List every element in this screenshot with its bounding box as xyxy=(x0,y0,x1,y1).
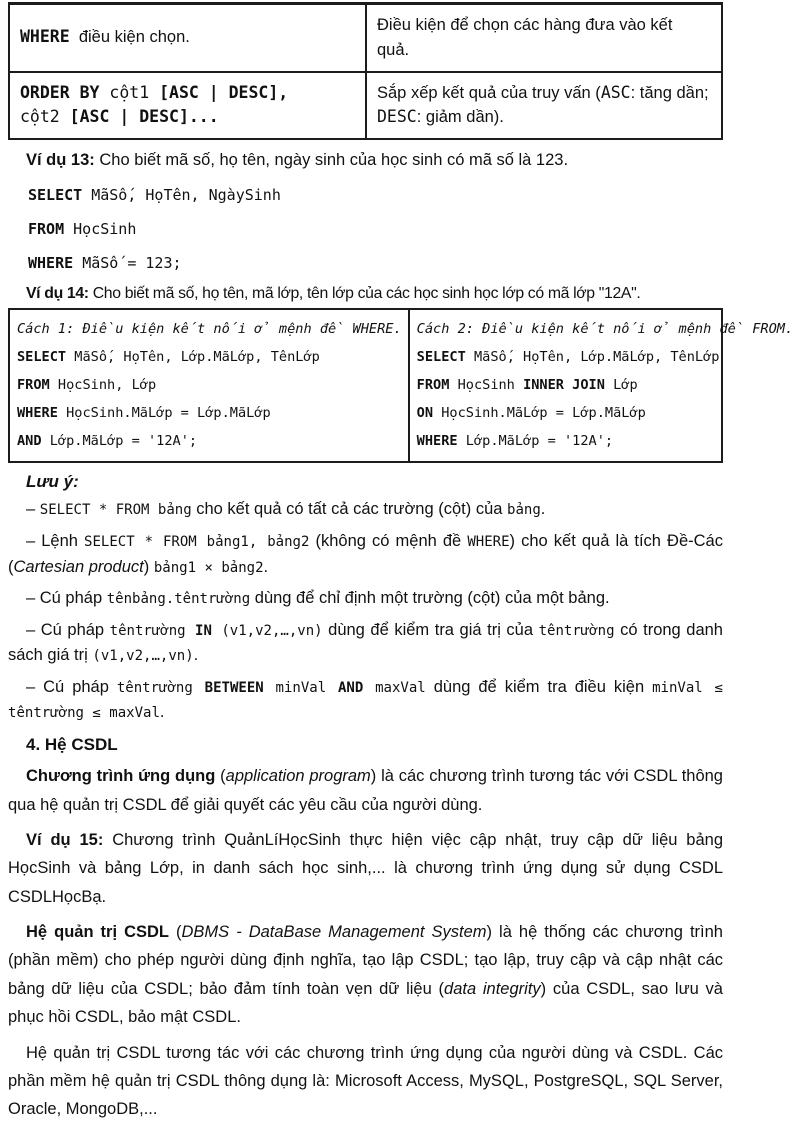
example14-paragraph: Ví dụ 14: Cho biết mã số, họ tên, mã lớp, tên lớp của các học sinh học lớp có mã lớp "12A". xyxy=(26,284,641,302)
join2-on-line: ON HọcSinh.MãLớp = Lớp.MãLớp xyxy=(416,405,646,422)
code-line-from: FROM HọcSinh xyxy=(28,219,137,238)
join2-where-line: WHERE Lớp.MãLớp = '12A'; xyxy=(416,433,614,450)
note-item-select-star: – SELECT * FROM bảng cho kết quả có tất cả các trường (cột) của bảng. xyxy=(26,500,546,519)
section4-paragraph-example15: Ví dụ 15: Chương trình QuảnLíHọcSinh thực hiện việc cập nhật, truy cập dữ liệu bảng HọcSinh và bảng Lớp, in danh sách học sinh,... là chương trình ứng dụng sử dụng CSDL CSDLHọcBạ. xyxy=(8,830,724,906)
code-line-select: SELECT MãSố, HọTên, NgàySinh xyxy=(28,185,281,204)
syntax-cell-orderby-description xyxy=(367,73,721,139)
syntax-cell-where-description xyxy=(367,5,721,73)
syntax-orderby-desc-text: Sắp xếp kết quả của truy vấn (ASC: tăng dần; DESC: giảm dần). xyxy=(377,82,714,127)
notes-heading: Lưu ý: xyxy=(26,472,79,492)
note-item-between-syntax: – Cú pháp têntrường BETWEEN minVal AND maxVal dùng để kiểm tra điều kiện minVal ≤ têntrường ≤ maxVal. xyxy=(8,677,723,722)
join-methods-table xyxy=(8,308,794,463)
join1-header-line: Cách 1: Điều kiện kết nối ở mệnh đề WHERE. xyxy=(17,321,402,338)
join1-where-line: WHERE HọcSinh.MãLớp = Lớp.MãLớp xyxy=(17,405,271,422)
section4-paragraph-application-program: Chương trình ứng dụng (application program) là các chương trình tương tác với CSDL thông qua hệ quản trị CSDL để giải quyết các yêu cầu của người dùng. xyxy=(8,767,723,814)
join1-from-line: FROM HọcSinh, Lớp xyxy=(17,377,157,394)
textbook-page xyxy=(8,2,794,1124)
join1-and-line: AND Lớp.MãLớp = '12A'; xyxy=(17,433,198,450)
join2-select-line: SELECT MãSố, HọTên, Lớp.MãLớp, TênLớp xyxy=(416,349,720,366)
section4-paragraph-dbms: Hệ quản trị CSDL (DBMS - DataBase Management System) là hệ thống các chương trình (phần mềm) cho phép người dùng định nghĩa, tạo lập CSDL; tạo lập, truy cập và cập nhật các bảng dữ liệu của CSDL; bảo đảm tính toàn vẹn dữ liệu (data integrity) của CSDL, sao lưu và phục hồi CSDL, bảo mật CSDL. xyxy=(8,923,723,1027)
section4-heading: 4. Hệ CSDL xyxy=(26,734,118,754)
syntax-orderby-text: ORDER BY cột1 [ASC | DESC], cột2 [ASC | DESC]... xyxy=(20,82,289,127)
code-line-where: WHERE MãSố = 123; xyxy=(28,253,182,272)
example13-paragraph: Ví dụ 13: Cho biết mã số, họ tên, ngày sinh của học sinh có mã số là 123. xyxy=(26,151,569,169)
join1-select-line: SELECT MãSố, HọTên, Lớp.MãLớp, TênLớp xyxy=(17,349,320,366)
section4-paragraph-dbms-software: Hệ quản trị CSDL tương tác với các chương trình ứng dụng của người dùng và CSDL. Các phần mềm hệ quản trị CSDL thông dụng là: Microsoft Access, MySQL, PostgreSQL, SQL Server, Oracle, MongoDB,... xyxy=(8,1043,723,1119)
join-method-cell-1 xyxy=(10,310,410,461)
note-item-in-syntax: – Cú pháp têntrường IN (v1,v2,…,vn) dùng để kiểm tra giá trị của têntrường có trong danh sách giá trị (v1,v2,…,vn). xyxy=(8,620,723,665)
sql-syntax-table xyxy=(8,2,723,140)
syntax-where-desc-text: Điều kiện để chọn các hàng đưa vào kết quả. xyxy=(377,16,677,59)
syntax-where-text: WHERE điều kiện chọn. xyxy=(20,27,190,47)
join2-header-line: Cách 2: Điều kiện kết nối ở mệnh đề FROM. xyxy=(416,321,794,338)
syntax-cell-where-clause xyxy=(10,5,367,73)
syntax-cell-orderby-clause xyxy=(10,73,367,139)
example13-code-block xyxy=(8,178,723,280)
join2-from-line: FROM HọcSinh INNER JOIN Lớp xyxy=(416,377,638,394)
note-item-dot-syntax: – Cú pháp tênbảng.têntrường dùng để chỉ định một trường (cột) của một bảng. xyxy=(26,589,610,608)
note-item-cartesian: – Lệnh SELECT * FROM bảng1, bảng2 (không có mệnh đề WHERE) cho kết quả là tích Đề-Các (Cartesian product) bảng1 × bảng2. xyxy=(8,531,723,576)
join-method-cell-2 xyxy=(410,310,799,461)
